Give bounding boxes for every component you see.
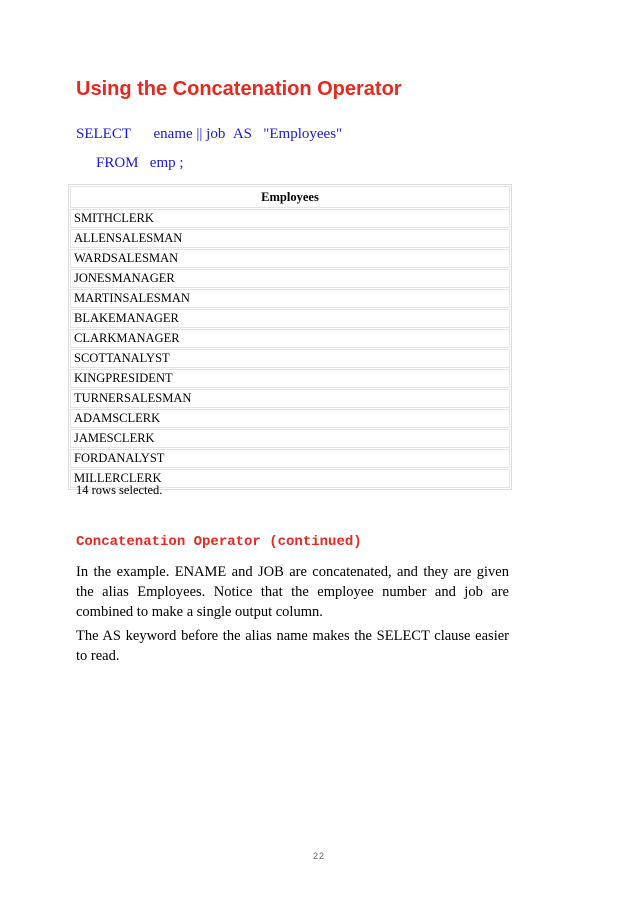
section-subtitle: Concatenation Operator (continued) [76,534,362,550]
sql-table: emp ; [149,155,184,171]
sql-expression: ename || job [153,126,226,142]
table-row [70,389,510,408]
table-cell: CLARKMANAGER [70,329,510,348]
table-row [70,349,510,368]
column-header-employees: Employees [70,186,510,208]
page-title: Using the Concatenation Operator [76,78,402,100]
table-cell: SMITHCLERK [70,209,510,228]
table-row [70,309,510,328]
table-cell: MILLERCLERK [70,469,510,488]
paragraph-as-keyword: The AS keyword before the alias name makes the SELECT clause easier to read. [76,628,509,664]
sql-keyword-from: FROM [96,155,139,171]
sql-keyword-as: AS [232,126,253,142]
sql-line-from [96,155,184,172]
table-cell: WARDSALESMAN [70,249,510,268]
rows-selected-text: 14 rows selected. [76,483,163,497]
page-number: 22 [312,851,325,861]
table-cell: FORDANALYST [70,449,510,468]
table-cell: JAMESCLERK [70,429,510,448]
table-cell: BLAKEMANAGER [70,309,510,328]
table-cell: SCOTTANALYST [70,349,510,368]
table-header-row [70,186,510,208]
table-cell: KINGPRESIDENT [70,369,510,388]
table-row [70,289,510,308]
table-row [70,209,510,228]
table-row [70,429,510,448]
table-row [70,449,510,468]
table-cell: TURNERSALESMAN [70,389,510,408]
table-row [70,329,510,348]
sql-line-select [76,126,342,143]
table-row [70,369,510,388]
paragraph-explanation: In the example. ENAME and JOB are concatenated, and they are given the alias Employees. Notice that the employee number and job are combined to make a single output column. [76,564,509,620]
sql-alias: "Employees" [263,126,343,142]
table-row [70,249,510,268]
table-row [70,269,510,288]
table-row [70,229,510,248]
table-cell: ALLENSALESMAN [70,229,510,248]
table-cell: ADAMSCLERK [70,409,510,428]
table-row [70,409,510,428]
sql-keyword-select: SELECT [76,126,131,142]
result-table [68,184,512,490]
table-cell: MARTINSALESMAN [70,289,510,308]
table-cell: JONESMANAGER [70,269,510,288]
